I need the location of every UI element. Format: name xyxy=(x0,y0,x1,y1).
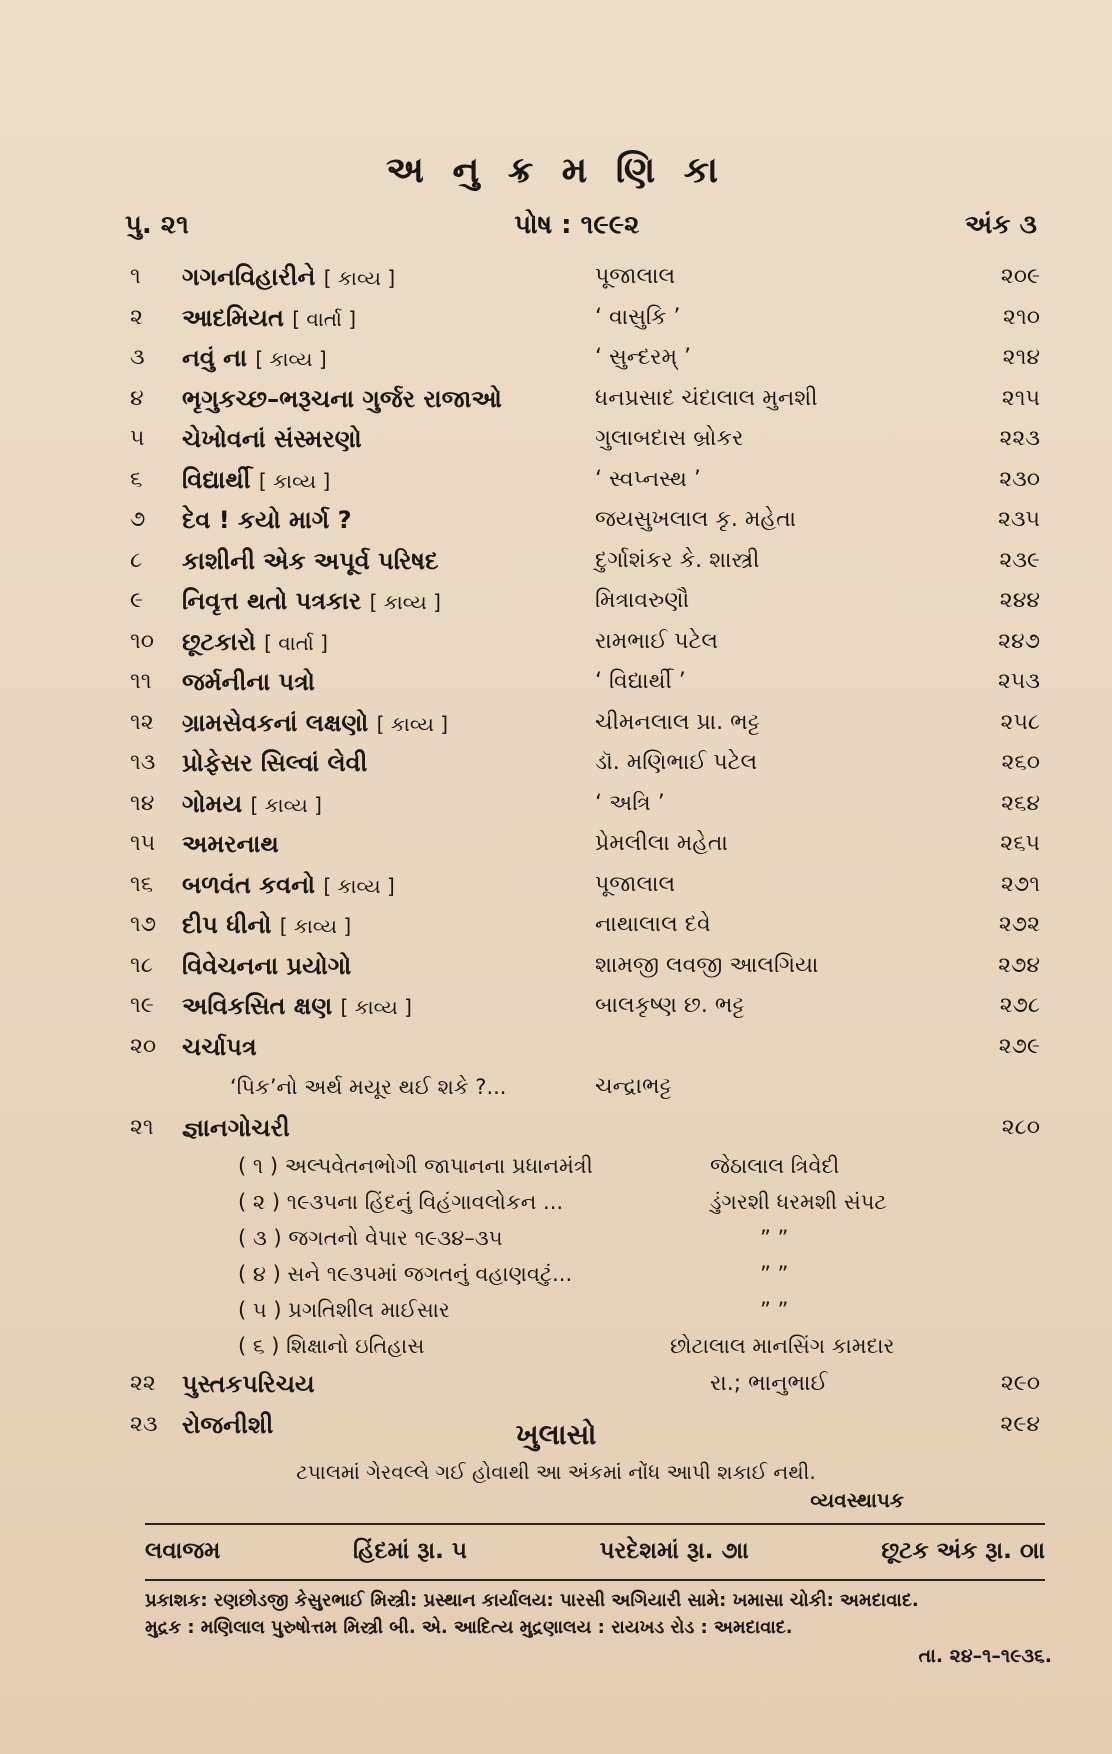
entry-page: ૨૫૩ xyxy=(997,669,1040,694)
toc-subrow xyxy=(130,1148,1040,1184)
entry-number: ૨૧ xyxy=(130,1114,154,1140)
entry-page: ૨૭૧ xyxy=(1001,871,1040,897)
subentry-author: છોટાલાલ માનસિંગ કામદાર xyxy=(670,1334,895,1358)
entry-page: ૨૩૫ xyxy=(997,507,1040,532)
entry-title-text: ચેખોવનાં સંસ્મરણો xyxy=(182,425,362,453)
subentry-title: ‘પિક’નો અર્થ મયૂર થઈ શકે ?... xyxy=(230,1075,507,1099)
entry-genre: [ કાવ્ય ] xyxy=(255,347,327,371)
entry-page: ૨૧૪ xyxy=(1002,345,1040,370)
entry-author: ચીમનલાલ પ્રા. ભટ્ટ xyxy=(595,709,760,735)
subentry-author: ” ” xyxy=(760,1226,789,1250)
entry-title xyxy=(182,257,395,298)
toc-row xyxy=(130,865,1040,906)
divider-bottom xyxy=(145,1579,1045,1581)
entry-author: ‘ વિદ્યાર્થી ’ xyxy=(595,669,686,694)
printer-line: મુદ્રક : મણિલાલ પુરુષોત્તમ મિસ્ત્રી બી. એ. આદિત્ય મુદ્રણાલય : રાયખડ રોડ : અમદાવાદ. xyxy=(145,1617,793,1638)
entry-author: રામભાઈ પટેલ xyxy=(595,628,718,654)
entry-author: રા.; ભાનુભાઈ xyxy=(710,1371,828,1396)
entry-number: ૧૭ xyxy=(130,912,157,937)
entry-genre: [ કાવ્ય ] xyxy=(369,590,441,614)
subentry-title: ( ૧ ) અલ્પવેતનભોગી જાપાનના પ્રધાનમંત્રી xyxy=(238,1154,593,1178)
entry-author: પૂજાલાલ xyxy=(595,871,676,897)
toc-row xyxy=(130,662,1040,703)
entry-number: ૭ xyxy=(130,507,146,532)
toc-row xyxy=(130,379,1040,420)
entry-number: ૧૩ xyxy=(130,750,156,775)
entry-title-text: નિવૃત્ત થતો પત્રકાર xyxy=(182,587,362,615)
entry-page: ૨૬૫ xyxy=(1000,831,1040,856)
entry-author: નાથાલાલ દવે xyxy=(595,912,711,937)
entry-author: ‘ અત્રિ ’ xyxy=(595,790,665,816)
entry-number: ૪ xyxy=(130,385,144,411)
entry-page: ૨૭૯ xyxy=(998,1033,1040,1059)
entry-page: ૨૬૦ xyxy=(1001,750,1040,775)
entry-title-text: આદમિયત xyxy=(182,303,284,332)
entry-number: ૩ xyxy=(130,345,145,370)
entry-title xyxy=(182,703,448,744)
entry-page: ૨૪૪ xyxy=(999,588,1040,613)
publisher-line: પ્રકાશક: રણછોડજી કેસુરભાઈ મિસ્ત્રી: પ્રસ્થાન કાર્યાલય: પારસી અગિયારી સામે: ખમાસા ચોકી: અમદાવાદ. xyxy=(145,1590,919,1611)
entry-page: ૨૧૫ xyxy=(1001,385,1040,411)
entry-title xyxy=(182,946,351,986)
entry-page: ૨૫૮ xyxy=(1000,709,1040,735)
entry-title-text: દીપ ધીનો xyxy=(182,911,272,939)
toc-row xyxy=(130,298,1040,339)
entry-title xyxy=(182,1027,257,1067)
entry-title-text: કાશીની એક અપૂર્વ પરિષદ xyxy=(182,546,439,575)
toc-subrow xyxy=(130,1067,1040,1108)
entry-author: પ્રેમલીલા મહેતા xyxy=(595,831,728,856)
subentry-author: ચન્દ્રાભટ્ટ xyxy=(595,1074,672,1099)
subentry-author: ” ” xyxy=(760,1298,789,1322)
toc-subrow xyxy=(130,1328,1040,1364)
entry-number: ૨૦ xyxy=(130,1033,157,1059)
entry-title-text: ગ્રામસેવકનાં લક્ષણો xyxy=(182,708,369,737)
entry-author: ગુલાબદાસ બ્રોકર xyxy=(595,426,744,451)
month-label: પોષ : ૧૯૯૨ xyxy=(514,210,640,240)
entry-genre: [ કાવ્ય ] xyxy=(340,995,412,1019)
subentry-title: ( ૫ ) પ્રગતિશીલ માઈસાર xyxy=(238,1298,450,1322)
entry-title-text: ગગનવિહારીને xyxy=(182,263,316,291)
entry-author: શામજી લવજી આલગિયા xyxy=(595,952,819,978)
entry-title xyxy=(182,338,327,379)
issue-meta xyxy=(125,210,1037,241)
toc-row xyxy=(130,460,1040,501)
toc-row xyxy=(130,703,1040,744)
toc-row xyxy=(130,905,1040,946)
entry-genre: [ કાવ્ય ] xyxy=(258,468,331,493)
entry-title-text: દેવ ! કયો માર્ગ ? xyxy=(182,506,352,534)
entry-title xyxy=(182,784,322,825)
entry-number: ૧૦ xyxy=(130,628,155,654)
entry-title-text: પ્રોફેસર સિલ્વાં લેવી xyxy=(182,749,368,777)
entry-number: ૨ xyxy=(130,304,143,330)
entry-number: ૧૧ xyxy=(130,669,152,694)
subentry-author: ડુંગરશી ધરમશી સંપટ xyxy=(710,1190,887,1214)
entry-page: ૨૯૪ xyxy=(1000,1411,1040,1437)
entry-title-text: અમરનાથ xyxy=(182,830,279,858)
subentry-title: ( ૬ ) શિક્ષાનો ઇતિહાસ xyxy=(238,1334,425,1358)
page-title: અ નુ ક્ર મ ણિ કા xyxy=(385,150,727,191)
entry-title xyxy=(182,622,328,663)
entry-title-text: જર્મનીના પત્રો xyxy=(182,668,315,696)
entry-title xyxy=(182,824,279,864)
entry-author: પૂજાલાલ xyxy=(595,264,676,289)
entry-page: ૨૮૦ xyxy=(1001,1114,1040,1140)
subscription-india: હિંદમાં રૂા. ૫ xyxy=(352,1538,467,1564)
subentry-title: ( ૩ ) જગતનો વેપાર ૧૯૩૪–૩૫ xyxy=(238,1226,503,1250)
toc-row xyxy=(130,622,1040,663)
entry-title-text: બળવંત કવનો xyxy=(182,870,315,899)
entry-author: ડૉ. મણિભાઈ પટેલ xyxy=(595,750,758,775)
table-of-contents xyxy=(130,257,1040,1445)
entry-page: ૨૭૪ xyxy=(998,952,1040,978)
entry-number: ૫ xyxy=(130,426,145,451)
entry-genre: [ કાવ્ય ] xyxy=(323,873,395,898)
entry-author: ‘ સ્વપ્નસ્થ ’ xyxy=(595,466,701,492)
toc-row xyxy=(130,986,1040,1027)
entry-author: બાલકૃષ્ણ છ. ભટ્ટ xyxy=(595,993,745,1018)
entry-page: ૨૨૩ xyxy=(999,426,1040,451)
subentry-author: ” ” xyxy=(760,1262,789,1286)
entry-number: ૨૩ xyxy=(130,1411,158,1437)
subscription-label: લવાજમ xyxy=(145,1538,221,1564)
entry-genre: [ કાવ્ય ] xyxy=(376,711,449,736)
entry-author: મિત્રાવરુણૌ xyxy=(595,588,690,613)
entry-number: ૧૪ xyxy=(130,790,155,816)
toc-row xyxy=(130,1364,1040,1405)
toc-row xyxy=(130,743,1040,784)
entry-page: ૨૭૮ xyxy=(999,993,1040,1018)
subentry-title: ( ૨ ) ૧૯૩૫ના હિંદનું વિહંગાવલોકન ... xyxy=(238,1190,564,1214)
toc-row xyxy=(130,784,1040,825)
entry-genre: [ કાવ્ય ] xyxy=(279,914,352,938)
entry-title xyxy=(182,460,330,501)
entry-title xyxy=(182,662,315,702)
entry-title-text: ચર્ચાપત્ર xyxy=(182,1032,257,1061)
toc-subrow xyxy=(130,1220,1040,1256)
volume-label: પુ. ૨૧ xyxy=(125,210,189,240)
toc-row xyxy=(130,824,1040,865)
entry-title-text: અવિકસિત ક્ષણ xyxy=(182,992,333,1020)
entry-page: ૨૭૨ xyxy=(998,912,1040,937)
toc-row xyxy=(130,946,1040,987)
entry-page: ૨૯૦ xyxy=(1000,1371,1040,1396)
entry-title-text: ગોમય xyxy=(182,789,243,818)
entry-number: ૧૬ xyxy=(130,871,154,897)
entry-page: ૨૧૦ xyxy=(1003,304,1040,330)
notice-heading: ખુલાસો xyxy=(515,1418,597,1451)
toc-row xyxy=(130,338,1040,379)
entry-author: ‘ સુન્દરમ્ ’ xyxy=(595,345,692,370)
entry-title-text: નવું ના xyxy=(182,344,247,372)
entry-page: ૨૩૦ xyxy=(999,466,1040,492)
entry-author: જયસુખલાલ કૃ. મહેતા xyxy=(595,507,797,532)
issue-label: અંક ૩ xyxy=(964,210,1037,240)
entry-number: ૧૯ xyxy=(130,993,154,1018)
entry-title xyxy=(182,743,367,783)
entry-title xyxy=(182,865,395,906)
entry-genre: [ વાર્તા ] xyxy=(264,630,328,655)
entry-genre: [ કાવ્ય ] xyxy=(323,266,396,290)
toc-row xyxy=(130,1027,1040,1068)
subentry-author: જેઠાલાલ ત્રિવેદી xyxy=(710,1154,840,1178)
toc-row xyxy=(130,500,1040,541)
entry-number: ૧૮ xyxy=(130,952,153,978)
entry-number: ૯ xyxy=(130,588,144,613)
entry-number: ૬ xyxy=(130,466,143,492)
toc-row xyxy=(130,581,1040,622)
entry-author: ‘ વાસુકિ ’ xyxy=(595,304,681,330)
entry-page: ૨૬૪ xyxy=(1001,790,1040,816)
toc-row xyxy=(130,257,1040,298)
subscription-abroad: પરદેશમાં રૂા. ૭ાા xyxy=(599,1538,749,1564)
entry-title xyxy=(182,986,412,1027)
toc-row xyxy=(130,1108,1040,1149)
entry-title: પુસ્તકપરિચય xyxy=(182,1370,315,1398)
entry-title-text: વિવેચનના પ્રયોગો xyxy=(182,951,352,980)
toc-row xyxy=(130,419,1040,460)
entry-number: ૧૨ xyxy=(130,709,154,735)
entry-title: જ્ઞાનગોચરી xyxy=(182,1113,290,1142)
notice-signature: વ્યવસ્થાપક xyxy=(810,1488,904,1512)
entry-title-text: ભૃગુકચ્છ–ભરૂચના ગુર્જર રાજાઓ xyxy=(182,384,502,413)
entry-title xyxy=(182,581,441,622)
entry-page: ૨૩૯ xyxy=(999,547,1040,573)
notice-text: ટપાલમાં ગેરવલ્લે ગઈ હોવાથી આ અંકમાં નોંધ આપી શકાઈ નથી. xyxy=(296,1460,816,1484)
entry-title-text: વિદ્યાર્થી xyxy=(182,465,251,494)
subscription-single: છૂટક અંક રૂા. ૦ાા xyxy=(881,1538,1045,1564)
toc-subrow xyxy=(130,1256,1040,1292)
toc-row xyxy=(130,541,1040,582)
toc-subrow xyxy=(130,1184,1040,1220)
divider-top xyxy=(145,1523,1045,1525)
entry-title: રોજનીશી xyxy=(182,1410,274,1439)
entry-genre: [ વાર્તા ] xyxy=(292,306,357,331)
entry-genre: [ કાવ્ય ] xyxy=(250,792,322,817)
entry-author: દુર્ગાશંકર કે. શાસ્ત્રી xyxy=(595,547,760,573)
entry-title xyxy=(182,500,352,540)
entry-title xyxy=(182,298,356,339)
subentry-title: ( ૪ ) સને ૧૯૩૫માં જગતનું વહાણવટું... xyxy=(238,1262,573,1286)
entry-number: ૮ xyxy=(130,547,143,573)
entry-page: ૨૦૯ xyxy=(1000,264,1040,289)
entry-title-text: છૂટકારો xyxy=(182,627,256,656)
entry-title xyxy=(182,541,438,581)
entry-title xyxy=(182,905,351,946)
entry-title xyxy=(182,419,362,459)
subscription-bar xyxy=(145,1538,1045,1564)
entry-number: ૨૨ xyxy=(130,1371,156,1396)
print-date: તા. ૨૪–૧–૧૯૩૬. xyxy=(918,1645,1052,1667)
entry-title xyxy=(182,379,502,419)
toc-subrow xyxy=(130,1292,1040,1328)
entry-author: ધનપ્રસાદ ચંદાલાલ મુનશી xyxy=(595,385,818,411)
entry-number: ૧૫ xyxy=(130,831,156,856)
entry-number: ૧ xyxy=(130,264,141,289)
entry-page: ૨૪૭ xyxy=(998,628,1040,654)
